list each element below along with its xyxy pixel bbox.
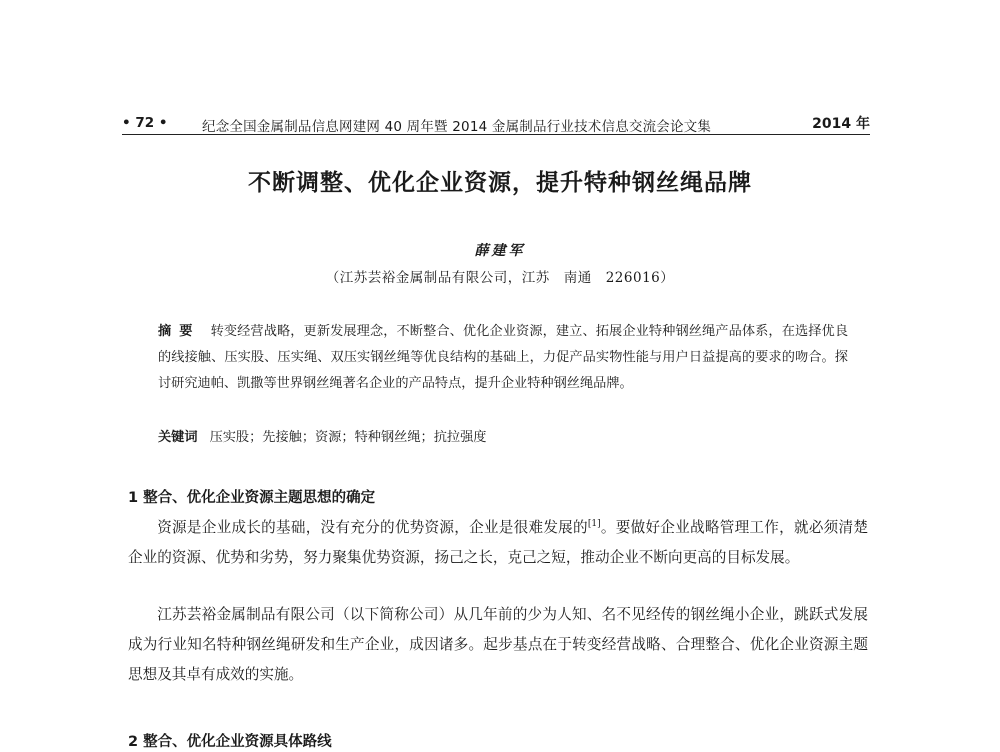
- section-1-paragraph-2: 江苏芸裕金属制品有限公司（以下简称公司）从几年前的少为人知、名不见经传的钢丝绳小企业，跳跃式发展成为行业知名特种钢丝绳研发和生产企业，成因诸多。起步基点在于转变经营战略、合理整合、优化企业资源主题思想及其卓有成效的实施。: [128, 606, 868, 683]
- section-1-paragraph-1: [128, 509, 868, 573]
- keywords-label: 关键词: [158, 430, 198, 445]
- header-rule: [122, 134, 870, 135]
- paragraph-text-after-cite: 。要做好企业战略管理工作，就必须清楚企业的资源、优势和劣势，努力聚集优势资源，扬己之长，克己之短，推动企业不断向更高的目标发展。: [128, 518, 868, 566]
- abstract-label: 摘要: [158, 324, 201, 339]
- page-number: • 72 •: [122, 115, 168, 131]
- keywords: [158, 426, 848, 445]
- author-affiliation: （江苏芸裕金属制品有限公司，江苏 南通 226016）: [325, 270, 675, 286]
- journal-title: 纪念全国金属制品信息网建网 40 周年暨 2014 金属制品行业技术信息交流会论文集: [202, 119, 712, 135]
- abstract: [158, 319, 848, 396]
- section-heading-1: 1 整合、优化企业资源主题思想的确定: [128, 490, 376, 506]
- citation-ref: [1]: [587, 519, 601, 529]
- keywords-text: 压实股；先接触；资源；特种钢丝绳；抗拉强度: [209, 430, 487, 445]
- header-year: 2014 年: [812, 116, 870, 132]
- running-header: [122, 111, 870, 135]
- author-name: 薛建军: [474, 243, 526, 259]
- abstract-text: 转变经营战略，更新发展理念，不断整合、优化企业资源，建立、拓展企业特种钢丝绳产品体系，在选择优良的线接触、压实股、压实绳、双压实钢丝绳等优良结构的基础上，力促产品实物性能与用户日益提高的要求的吻合。探讨研究迪帕、凯撒等世界钢丝绳著名企业的产品特点，提升企业特种钢丝绳品牌。: [158, 324, 849, 391]
- article-title: 不断调整、优化企业资源，提升特种钢丝绳品牌: [248, 170, 752, 196]
- section-heading-2: 2 整合、优化企业资源具体路线: [128, 734, 332, 750]
- paragraph-text-before-cite: 资源是企业成长的基础，没有充分的优势资源，企业是很难发展的: [157, 518, 588, 536]
